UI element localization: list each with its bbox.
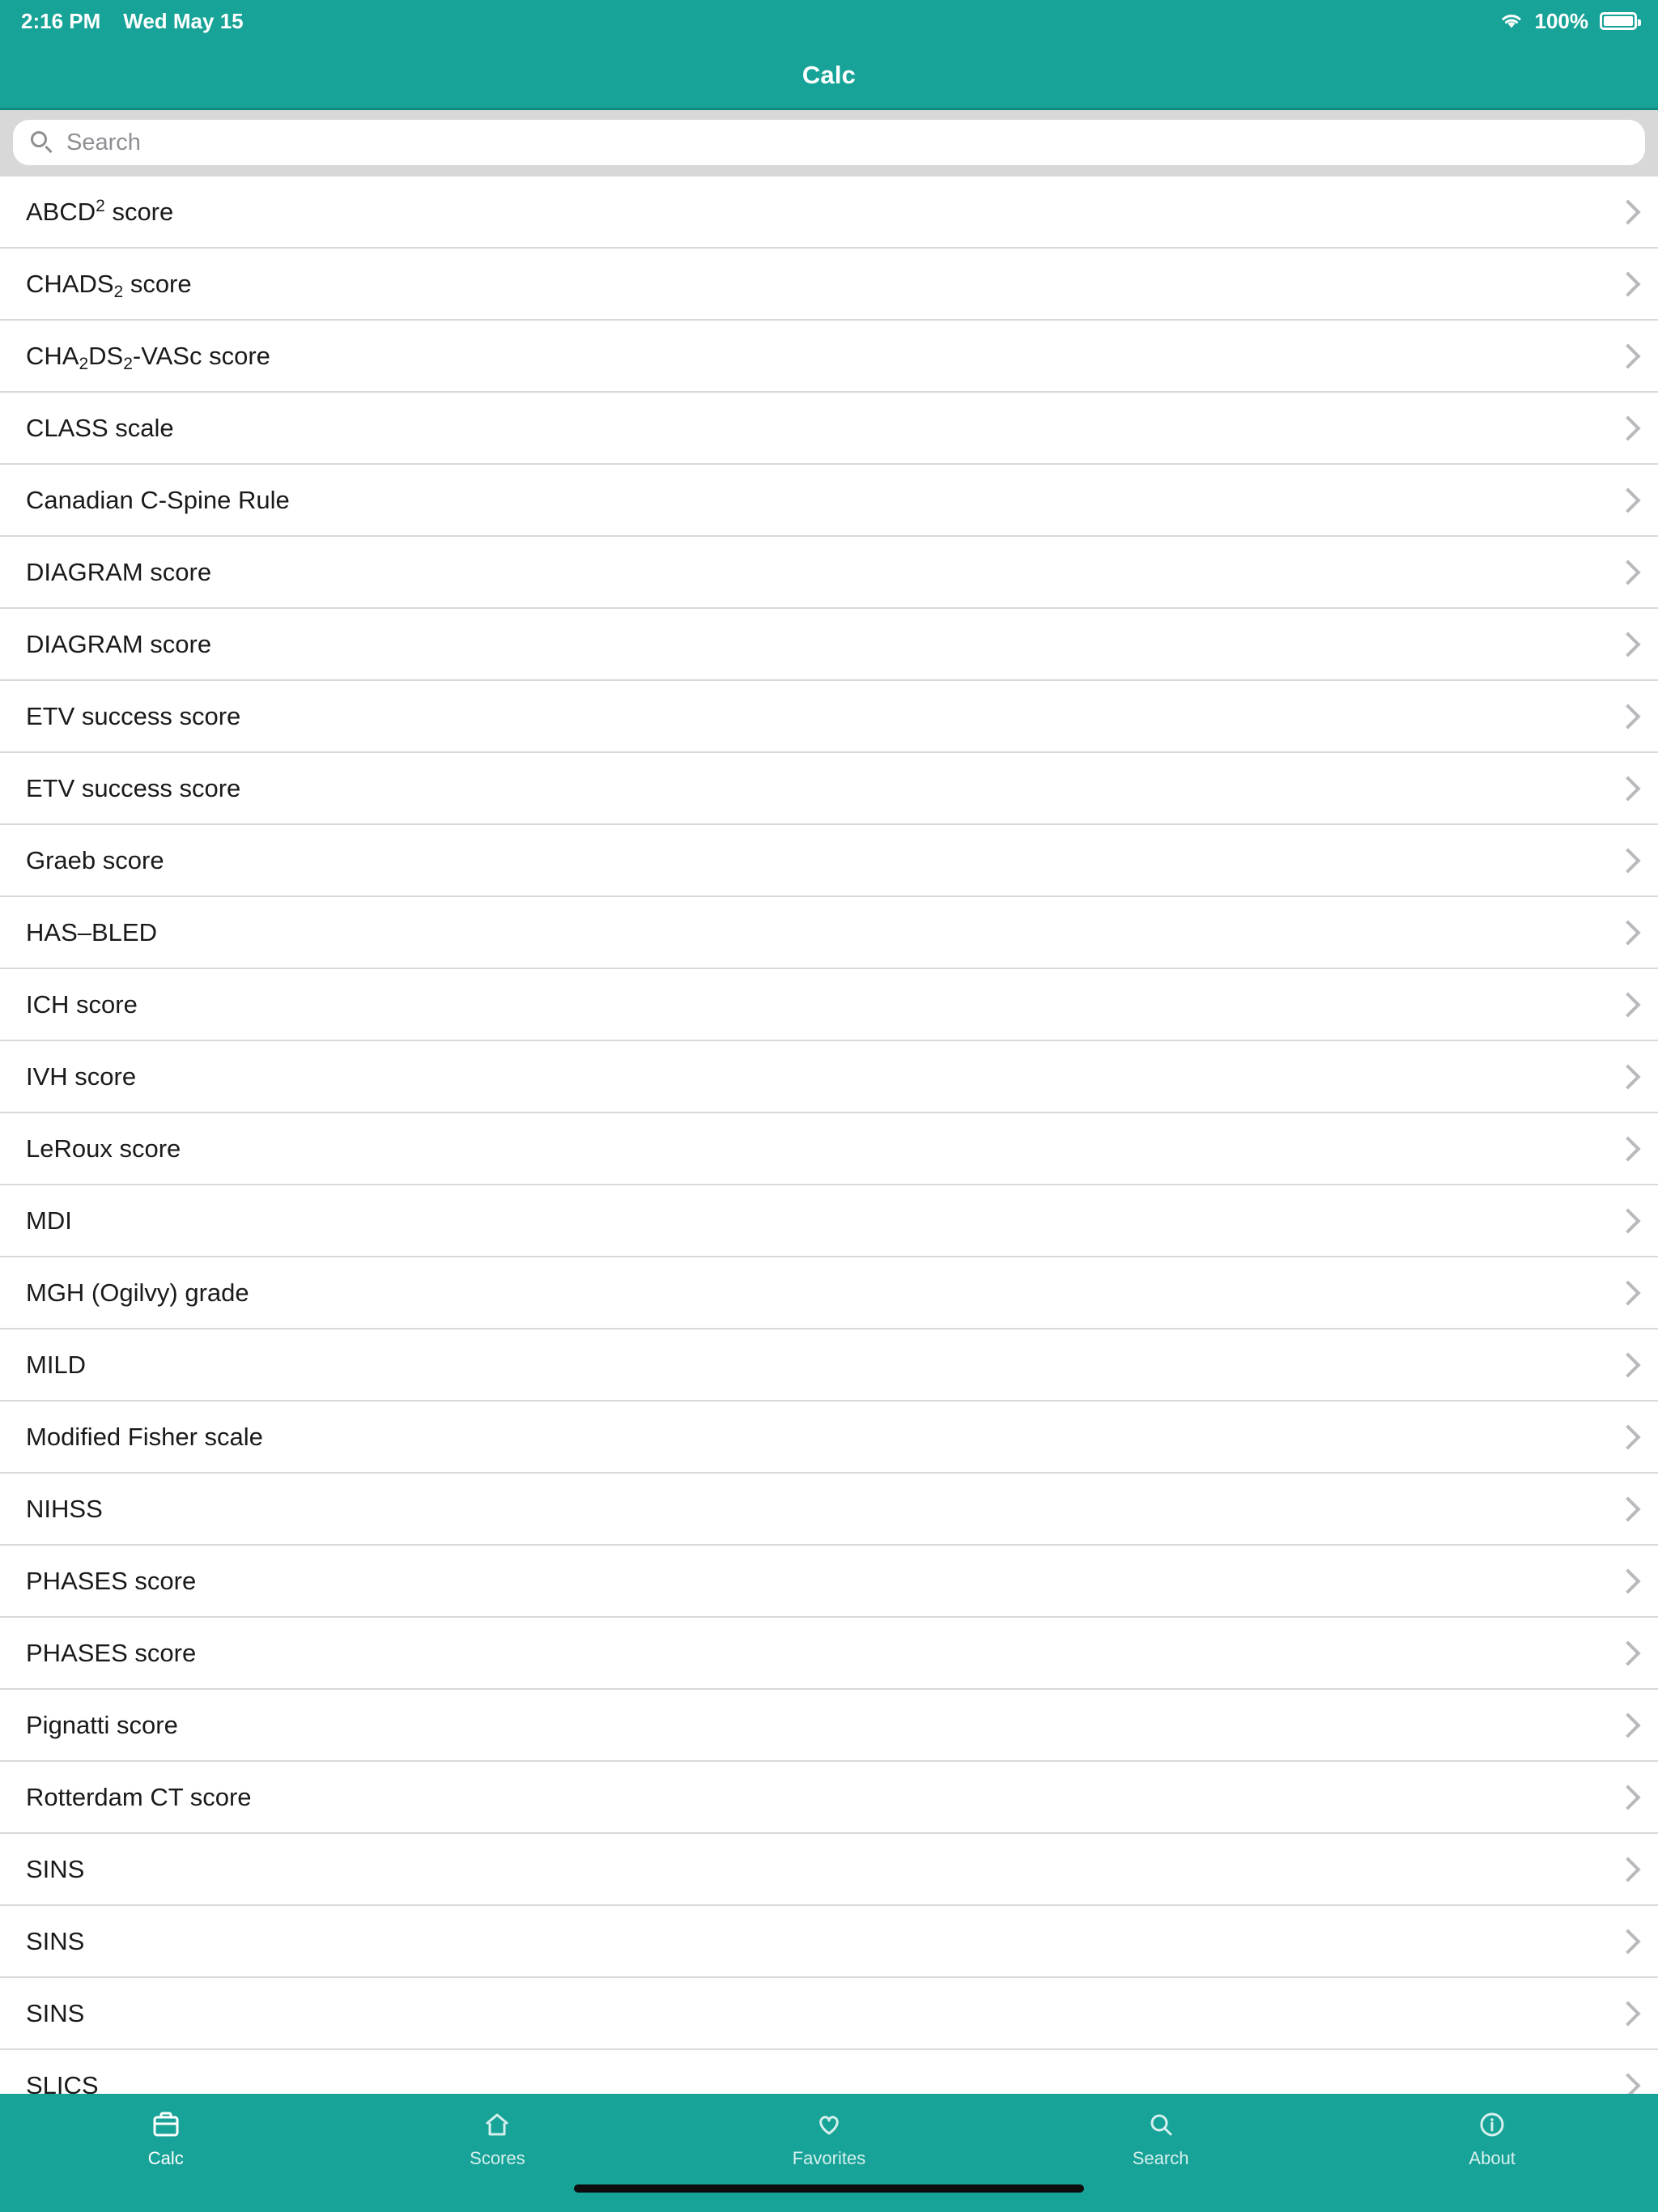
tab-label: About xyxy=(1469,2148,1516,2168)
chevron-right-icon xyxy=(1618,991,1634,1019)
list-item[interactable] xyxy=(0,1690,1658,1762)
list-item[interactable] xyxy=(0,1762,1658,1834)
tab-about[interactable] xyxy=(1326,2094,1658,2181)
wifi-icon xyxy=(1499,11,1524,31)
list-item[interactable] xyxy=(0,1906,1658,1978)
chevron-right-icon xyxy=(1618,847,1634,874)
chevron-right-icon xyxy=(1618,1640,1634,1667)
list-item[interactable] xyxy=(0,825,1658,897)
info-icon xyxy=(1476,2106,1508,2143)
chevron-right-icon xyxy=(1618,198,1634,226)
list-item-label: Modified Fisher scale xyxy=(26,1422,263,1451)
list-item[interactable] xyxy=(0,1329,1658,1402)
chevron-right-icon xyxy=(1618,1784,1634,1811)
list-item-label: HAS–BLED xyxy=(26,917,157,946)
chevron-right-icon xyxy=(1618,1423,1634,1451)
tab-bar[interactable] xyxy=(0,2094,1658,2181)
chevron-right-icon xyxy=(1618,1856,1634,1883)
tab-calc[interactable] xyxy=(0,2094,332,2181)
chevron-right-icon xyxy=(1618,2072,1634,2095)
list-item-label: PHASES score xyxy=(26,1566,197,1595)
tab-label: Calc xyxy=(147,2148,184,2168)
heart-icon xyxy=(813,2106,845,2143)
list-item-label: IVH score xyxy=(26,1061,137,1091)
chevron-right-icon xyxy=(1618,1207,1634,1235)
battery-icon xyxy=(1600,12,1637,30)
list-item-label: SINS xyxy=(26,1854,85,1883)
list-item[interactable] xyxy=(0,1978,1658,2050)
list-item-label: $CHADS_2$ score xyxy=(26,269,192,299)
page-title: Calc xyxy=(801,60,857,89)
tab-favorites[interactable] xyxy=(663,2094,995,2181)
list-item[interactable] xyxy=(0,897,1658,969)
status-bar xyxy=(0,0,1658,42)
list-item-label: SINS xyxy=(26,1998,85,2027)
list-item-label: ICH score xyxy=(26,989,138,1019)
chevron-right-icon xyxy=(1618,1279,1634,1307)
list-item-label: Graeb score xyxy=(26,845,164,874)
chevron-right-icon xyxy=(1618,342,1634,370)
list-item-label: NIHSS xyxy=(26,1494,103,1523)
list-item-label: $CHA_2DS_2$-VASc score xyxy=(26,341,270,371)
search-bar xyxy=(0,110,1658,177)
list-item-label: DIAGRAM score xyxy=(26,629,212,658)
chevron-right-icon xyxy=(1618,775,1634,802)
chevron-right-icon xyxy=(1618,919,1634,946)
list-item[interactable] xyxy=(0,537,1658,609)
chevron-right-icon xyxy=(1618,415,1634,442)
list-item-label: MILD xyxy=(26,1350,87,1379)
list-item-label: CLASS scale xyxy=(26,413,174,442)
list-item[interactable] xyxy=(0,969,1658,1041)
score-list[interactable] xyxy=(0,177,1658,2094)
chevron-right-icon xyxy=(1618,559,1634,586)
navigation-bar xyxy=(0,42,1658,110)
list-item[interactable] xyxy=(0,1402,1658,1474)
list-item[interactable] xyxy=(0,753,1658,825)
list-item-label: MDI xyxy=(26,1206,72,1235)
status-bar-left xyxy=(21,9,244,34)
chevron-right-icon xyxy=(1618,1135,1634,1163)
status-date: Wed May 15 xyxy=(123,8,244,33)
chevron-right-icon xyxy=(1618,703,1634,730)
list-item[interactable] xyxy=(0,465,1658,537)
list-item[interactable] xyxy=(0,1834,1658,1906)
home-icon xyxy=(481,2106,513,2143)
chevron-right-icon xyxy=(1618,270,1634,298)
home-indicator xyxy=(574,2184,1084,2193)
chevron-right-icon xyxy=(1618,631,1634,658)
list-item-label: SLICS xyxy=(26,2070,99,2094)
tab-search[interactable] xyxy=(995,2094,1327,2181)
list-item-label: ETV success score xyxy=(26,773,241,802)
battery-percent: 100% xyxy=(1534,8,1588,33)
list-item[interactable] xyxy=(0,393,1658,465)
search-input[interactable] xyxy=(66,130,1627,156)
status-bar-right xyxy=(1499,9,1638,34)
list-item-label: ETV success score xyxy=(26,701,241,730)
list-item-label: DIAGRAM score xyxy=(26,557,212,586)
search-field[interactable] xyxy=(13,120,1645,165)
list-item-label: Canadian C-Spine Rule xyxy=(26,485,290,514)
tab-label: Search xyxy=(1132,2148,1189,2168)
list-item[interactable] xyxy=(0,321,1658,393)
list-item[interactable] xyxy=(0,1257,1658,1329)
search-icon xyxy=(1145,2106,1177,2143)
list-item[interactable] xyxy=(0,681,1658,753)
list-item[interactable] xyxy=(0,1113,1658,1185)
list-item-label: LeRoux score xyxy=(26,1134,181,1163)
chevron-right-icon xyxy=(1618,1928,1634,1955)
list-item-label: MGH (Ogilvy) grade xyxy=(26,1278,249,1307)
list-item[interactable] xyxy=(0,249,1658,321)
chevron-right-icon xyxy=(1618,1351,1634,1379)
list-item-label: Rotterdam CT score xyxy=(26,1782,252,1811)
list-item[interactable] xyxy=(0,1546,1658,1618)
list-item[interactable] xyxy=(0,177,1658,249)
chevron-right-icon xyxy=(1618,1063,1634,1091)
list-item[interactable] xyxy=(0,1474,1658,1546)
list-item[interactable] xyxy=(0,2050,1658,2094)
list-item-label: PHASES score xyxy=(26,1638,197,1667)
chevron-right-icon xyxy=(1618,1712,1634,1739)
tab-label: Favorites xyxy=(792,2148,866,2168)
tab-scores[interactable] xyxy=(332,2094,664,2181)
calculator-icon xyxy=(150,2106,182,2143)
status-time: 2:16 PM xyxy=(21,8,101,33)
list-item-label: SINS xyxy=(26,1926,85,1955)
chevron-right-icon xyxy=(1618,1495,1634,1523)
list-item[interactable] xyxy=(0,1041,1658,1113)
list-item[interactable] xyxy=(0,1185,1658,1257)
home-indicator-area xyxy=(0,2181,1658,2212)
list-item[interactable] xyxy=(0,1618,1658,1690)
chevron-right-icon xyxy=(1618,487,1634,514)
list-item-label: ABCD$^2$ score xyxy=(26,197,174,226)
list-item-label: Pignatti score xyxy=(26,1710,178,1739)
list-item[interactable] xyxy=(0,609,1658,681)
chevron-right-icon xyxy=(1618,2000,1634,2027)
chevron-right-icon xyxy=(1618,1568,1634,1595)
tab-label: Scores xyxy=(470,2148,525,2168)
search-icon xyxy=(31,131,53,154)
